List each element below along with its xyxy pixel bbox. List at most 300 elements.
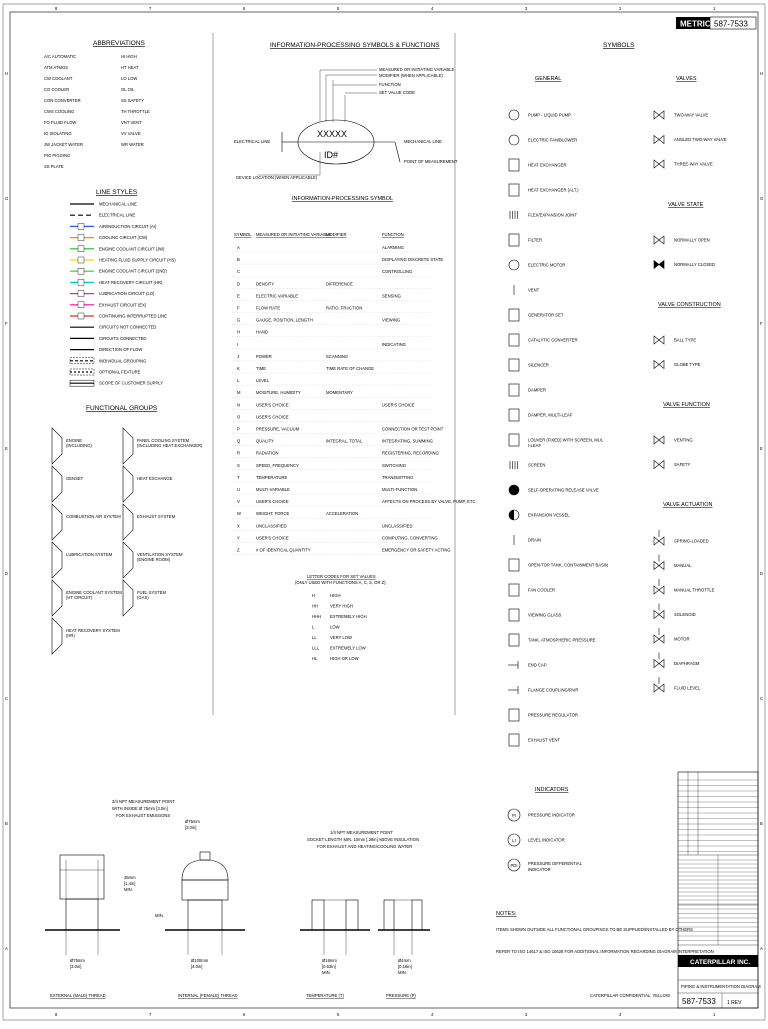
ips-table-cell: SCANNING [326,353,349,359]
indicator-code: PI [512,812,516,818]
indicator-code: LI [512,837,516,843]
line-styles-title: LINE STYLES [96,189,138,196]
line-style-label: EXHAUST CIRCUIT (EX) [99,302,147,308]
valve-label-act: MANUAL [674,563,692,568]
general-symbol-icon [509,584,519,596]
general-symbol-label: FLANGE COUPLING/PAIR [528,687,579,693]
ips-table-cell: MOISTURE, HUMIDITY [256,390,301,396]
valve-icon [654,586,664,594]
valve-icon [654,111,664,119]
symbol-box [509,609,519,621]
general-symbol-label: OPEN-TOP TANK, CONTAINMENT BASIN [528,562,609,568]
ips-table-cell: RADIATION [256,450,279,456]
ips-table-cell: USER'S CHOICE [382,402,415,408]
general-symbol-icon [509,409,519,421]
valve-bowtie [654,261,664,269]
abbreviation-left: CON CONVERTER [44,98,81,103]
letter-codes-subtitle: (ONLY USED WITH FUNCTIONS A, C, S, OR Z) [295,580,386,585]
ips-table-header: MODIFIER [326,232,347,237]
letter-code: L [312,624,315,630]
symbol-box [509,584,519,596]
ips-table-cell: QUALITY [256,438,274,444]
valve-label-construction: GLOBE TYPE [674,362,701,367]
fitting-dimension: [4.0in] [191,964,203,969]
abbreviation-right: VV VALVE [121,131,141,136]
outer-border [3,4,765,1020]
valve-bowtie [654,611,664,619]
valve-bowtie [654,136,664,144]
ips-table-cell: UNCLASSIFIED [382,523,413,529]
valve-icon [654,684,664,692]
column-label-bottom: 4 [431,1012,434,1017]
general-symbol-icon [509,309,519,321]
ips-table-cell: Q [237,438,241,444]
fitting-caption: PRESSURE (P) [386,993,416,998]
ips-table-cell: DISPLAYING DISCRETE STATE [382,257,444,263]
valve-bowtie [654,160,664,168]
letter-codes-table [312,593,367,661]
valve-label-type: THREE-WAY VALVE [674,161,713,167]
abbreviation-right: HT HEAT [121,65,139,70]
ips-table-title: INFORMATION-PROCESSING SYMBOL [292,196,394,202]
ips-table-cell: INTEGRATING, SUMMING [382,438,433,444]
ips-table-cell: WEIGHT, FORCE [256,511,290,517]
fitting-dimension: MIN. [155,913,164,918]
general-symbol-label-2: I-LEAF [528,443,542,448]
ips-table-cell: E [237,293,240,299]
letter-code-meaning: HIGH OR LOW [330,656,359,661]
fitting-dimension: [3.0in] [185,825,197,830]
symbol-half [509,510,514,520]
valve-label-function: VENTING [674,437,693,443]
ips-table-cell: M [237,390,241,396]
ips-table-cell: ALARMING [382,245,404,250]
sp-title-3: FOR EXHAUST AND HEATING/COOLING WATER [317,844,413,849]
ips-table-cell: RATIO, FRACTION [326,305,363,311]
general-symbol-label: GENERATOR SET [528,312,564,318]
row-label-right: A [760,946,763,951]
functional-group-sublabel: (HT CIRCUIT) [66,595,93,600]
ips-table-cell: USER'S CHOICE [256,414,289,420]
letter-code: HH [312,603,319,609]
line-style-tag [78,313,84,319]
general-symbol-label: FAN COOLER [528,587,555,593]
general-symbol-icon [509,359,519,371]
ips-table-cell: REGISTERING, RECORDING [382,450,439,456]
fitting-dimension: [3.0in] [70,964,82,969]
ips-callout-variable: MEASURED OR INITIATING VARIABLE [379,67,455,72]
drawing-number: 587-7533 [714,19,748,29]
functional-group-sublabel: (ENGINE ROOM) [137,557,171,562]
ips-table-cell: S [237,462,240,468]
ips-table-cell: FLOW RATE [256,305,281,311]
general-symbol-label: EXPANSION VESSEL [528,512,570,518]
column-label-top: 2 [619,6,622,11]
general-symbol-label: CATALYTIC CONVERTER [528,337,578,343]
general-symbol-icon [510,461,518,469]
row-label-left: H [5,71,9,76]
valve-icon [654,236,664,244]
ips-table-cell: T [237,474,240,480]
valve-bowtie [654,111,664,119]
ips-table-header: SYMBOL [234,232,252,237]
valve-icon [654,136,664,144]
ips-table-cell: C [237,269,241,275]
row-label-right: D [760,571,764,576]
fitting-dimension: [1.4in] [124,881,136,886]
ips-table-cell: B [237,257,240,263]
internal-thread-fitting [165,852,245,955]
fitting-dimension: Ø16mm [322,958,337,963]
abbreviation-left: CW COOLANT [44,76,73,81]
ips-table-cell: N [237,402,241,408]
general-symbol-icon [509,260,519,270]
valve-icon [654,461,664,469]
fitting-dimension: [0.16in] [398,964,412,969]
ips-table-cell: PRESSURE, VACUUM [256,426,300,432]
column-label-bottom: 5 [337,1012,340,1017]
general-symbol-label: PUMP - LIQUID PUMP [528,112,571,118]
valve-bowtie [654,562,664,570]
line-style-label: HEAT RECOVERY CIRCUIT (HR) [99,279,163,285]
ips-table-cell: K [237,366,240,371]
line-style-label: ENGINE COOLANT CIRCUIT (2ND) [99,268,167,274]
general-symbol-label: DRAIN [528,537,542,543]
abbreviation-right: VNT VENT [121,120,142,125]
general-symbol-label: SELF-OPERATING RELEASE VALVE [528,487,599,493]
confidential-label: CATERPILLAR CONFIDENTIAL: YELLOW [590,993,670,998]
letter-code: H [312,593,316,598]
symbol-box [509,384,519,396]
line-style-tag [78,302,84,308]
functional-group-label: LUBRICATION SYSTEM [66,552,113,557]
row-label-right: H [760,71,764,76]
symbol-box [509,159,519,171]
valve-label-construction: BALL TYPE [674,337,697,343]
valve-icon [654,660,664,668]
ips-table-cell: Y [237,535,240,541]
ips-table-cell: ACCELERATION [326,511,359,517]
letter-codes-title: LETTER CODES FOR SET VALUES [307,574,376,579]
general-symbol-icon [509,734,519,746]
functional-group-flag [123,580,133,616]
abbreviation-left: IG ISOLATING [44,131,72,136]
column-label-top: 7 [149,6,152,11]
functional-group-flag [123,504,133,540]
line-style-label: CONTINUING INTERRUPTED LINE [99,313,167,319]
ips-table-cell: SWITCHING [382,462,406,468]
note-2: REFER TO ISO 14617 & ISO 10628 FOR ADDITIONAL INFORMATION REGARDING DIAGRAM INTERPRETATION [496,949,714,954]
valve-bowtie [654,236,664,244]
general-symbol-icon [509,510,519,520]
functional-group-flag [123,466,133,502]
general-symbol-label: HEAT EXCHANGER [528,162,567,168]
valve-bowtie [654,461,664,469]
valve-icon [654,562,664,570]
functional-groups-list [52,428,203,654]
letter-code: LLL [312,645,319,651]
ips-table-cell: W [237,511,241,517]
ips-table-cell: G [237,317,241,323]
ips-table-cell: CONTROLLING [382,269,413,275]
indicator-label: LEVEL INDICATOR [528,837,565,843]
letter-code: LL [312,635,317,640]
ips-table-cell: O [237,414,241,420]
ips-bubble-code: XXXXX [317,129,348,139]
column-label-top: 8 [55,6,58,11]
symbol-fill [509,485,519,495]
functional-group-label: EXHAUST SYSTEM [137,514,176,519]
abbreviation-left: CO COOLER [44,87,70,92]
general-symbol-label: VENT [528,287,540,293]
fitting-dimension: [0.63in] [322,964,336,969]
line-style-label: ELECTRICAL LINE [99,212,136,218]
line-style-label: ENGINE COOLANT CIRCUIT (JW) [99,246,165,252]
general-symbol-icon [509,485,519,495]
ips-table-cell: # OF IDENTICAL QUANTITY [256,547,311,553]
abbreviation-left: ATM ATMOS [44,65,69,70]
column-label-top: 5 [337,6,340,11]
general-symbol-icon [509,384,519,396]
fitting-dimension: Ø75mm [185,819,200,824]
symbol-box [509,409,519,421]
ips-table-cell: GAUGE, POSITION, LENGTH [256,317,313,323]
notes-title: NOTES: [496,911,517,917]
functional-group-sublabel: (INCLUDING HEAT EXCHANGER) [137,443,203,448]
ips-table-cell: A [237,245,240,250]
functional-group-flag [52,580,62,616]
symbol-box [509,734,519,746]
general-symbol-label: PRESSURE REGULATOR [528,712,578,718]
revision: 1 REV [727,1000,742,1006]
row-label-left: E [5,446,8,451]
ips-callout-setvalue: SET VALUE CODE [379,90,415,95]
general-symbol-label: LOUVER (FIXED) WITH SCREEN, MUL [528,437,604,443]
abbreviation-left: FO FLUID FLOW [44,120,77,125]
general-symbol-icon [509,184,519,196]
ips-table-cell: COMPUTING, CONVERTING [382,535,438,541]
row-label-right: B [760,821,763,826]
abbreviation-right: TH THROTTLE [121,109,150,114]
ips-table-cell: I [237,341,239,347]
external-thread-fitting [45,855,120,955]
general-symbol-label: END CAP [528,662,547,668]
symbol-circle [509,110,519,120]
general-symbol-icon [509,135,519,145]
border-zone-labels [5,6,763,1017]
valve-icon [654,611,664,619]
line-style-tag [78,223,84,229]
row-label-right: F [760,321,763,326]
general-symbol-label: DAMPER, MULTI-LEAF [528,412,573,418]
column-label-top: 4 [431,6,434,11]
ips-table-header: MEASURED OR INITIATING VARIABLE [256,232,332,237]
line-style-label: DIRECTION OF FLOW [99,347,143,353]
ips-table-cell: P [237,426,240,432]
general-symbol-icon [509,234,519,246]
ips-mechanical-line-label: MECHANICAL LINE [404,139,442,144]
symbol-box [509,309,519,321]
ips-table-cell: SENSING [382,293,401,299]
general-symbols-list [508,110,608,746]
row-label-left: F [5,321,8,326]
ips-table-cell: TIME RATE OF CHANGE [326,366,375,371]
line-style-label: CIRCUITS NOT CONNECTED [99,324,157,330]
general-symbol-label: SCREEN [528,462,546,468]
symbol-circle [509,135,519,145]
valve-bowtie [654,537,664,545]
ips-table-cell: POWER [256,353,272,359]
general-symbol-icon [509,110,519,120]
valve-label-state: NORMALLY CLOSED [674,262,716,267]
indicator-label: PRESSURE DIFFERENTIAL [528,861,582,866]
indicator-label-2: INDICATOR [528,867,551,872]
abbreviations-list [44,54,150,169]
line-style-label: SCOPE OF CUSTOMER SUPPLY [99,380,164,386]
general-symbol-label: FILTER [528,237,543,243]
functional-group-sublabel: (HR) [66,633,75,638]
symbol-box [509,234,519,246]
fitting-caption: EXTERNAL (MALE) THREAD [50,993,106,998]
line-style-tag [78,268,84,274]
ips-table-cell: U [237,487,241,492]
functional-group-flag [52,618,62,654]
indicators-title: INDICATORS [535,787,569,793]
general-symbol-label: ELECTRIC FAN/BLOWER [528,137,578,143]
ips-table-cell: TRANSMITTING [382,474,414,480]
line-style-tag [78,279,84,285]
general-symbol-icon [509,334,519,346]
general-symbol-icon [509,559,519,571]
indicator-code: PDI [510,862,518,868]
ips-title: INFORMATION-PROCESSING SYMBOLS & FUNCTIONS [270,42,440,49]
functional-groups-title: FUNCTIONAL GROUPS [86,405,158,412]
valve-label-type: TWO-WAY VALVE [674,112,709,118]
ips-table-cell: MULTI-FUNCTION [382,487,418,492]
ips-table-cell: INDICATING [382,341,406,347]
row-label-right: E [760,446,763,451]
ips-table-cell: Z [237,547,240,553]
functional-group-flag [123,542,133,578]
valve-icon [654,160,664,168]
general-symbol-icon [509,634,519,646]
valve-label-act: SPRING-LOADED [674,538,709,544]
indicators-list [508,809,583,872]
ips-table-cell: J [237,353,240,359]
ips-table-cell: HAND [256,329,268,335]
general-symbol-label: FLEX/EXPANSION JOINT [528,212,578,218]
valve-bowtie [654,660,664,668]
mp-title-3: FOR EXHAUST EMISSIONS [116,813,171,818]
valve-label-type: ANGLED TWO-WAY VALVE [674,137,727,142]
ips-table-cell: SPEED, FREQUENCY [256,462,299,468]
general-symbol-icon [510,211,518,219]
ips-table-cell: X [237,523,240,529]
letter-code-meaning: VERY HIGH [330,603,353,609]
functional-group-flag [52,542,62,578]
valve-actuation-title: VALVE ACTUATION [663,502,713,508]
company-name: CATERPILLAR INC. [690,959,751,966]
symbols-title: SYMBOLS [603,42,635,49]
functional-group-label: GENSET [66,476,84,481]
valve-bowtie [654,436,664,444]
valve-bowtie [654,336,664,344]
valve-label-act: MANUAL THROTTLE [674,587,715,593]
symbol-box [509,634,519,646]
ips-table-cell: LEVEL [256,378,270,384]
general-symbol-label: ELECTRIC MOTOR [528,262,566,268]
fitting-dimension: MIN. [322,970,331,975]
valve-function-title: VALVE FUNCTION [663,402,710,408]
sp-title-2: SOCKET LENGTH MIN. 10mm [.39in] ABOVE INSULATION [307,837,420,842]
abbreviations-title: ABBREVIATIONS [93,40,145,47]
fitting-dimension: MIN. [124,887,133,892]
symbol-circle [509,260,519,270]
valve-state-title: VALVE STATE [668,202,704,208]
letter-code-meaning: EXTREMELY LOW [330,645,366,651]
ips-table-cell: TEMPERATURE [256,474,288,480]
line-style-tag [78,291,84,297]
ips-device-location: DEVICE LOCATION (WHEN APPLICABLE) [236,175,318,180]
ips-table-cell: USER'S CHOICE [256,499,289,505]
letter-code-meaning: VERY LOW [330,635,352,640]
abbreviation-left: PIG PIGGING [44,153,71,158]
general-symbol-label: HEAT EXCHANGER (ALT.) [528,187,579,193]
functional-group-flag [52,428,62,464]
pressure-fitting [378,900,430,955]
brand-text: METRIC [680,19,711,29]
column-label-bottom: 8 [55,1012,58,1017]
column-label-top: 1 [713,6,716,11]
abbreviation-right: HI HIGH [121,54,137,59]
general-title: GENERAL [535,76,562,82]
line-style-label: LUBRICATION CIRCUIT (LO) [99,291,155,297]
ips-table-cell: EMERGENCY OR SAFETY ACTING [382,547,451,553]
row-label-left: A [5,946,8,951]
column-label-bottom: 2 [619,1012,622,1017]
functional-group-flag [52,466,62,502]
row-label-left: G [5,196,9,201]
valve-label-act: DIAPHRAGM [674,661,700,666]
ips-table-cell: DENSITY [256,281,275,287]
line-style-label: OPTIONAL FEATURE [99,369,141,375]
valve-icon [654,635,664,643]
functional-group-label: VENTILATION SYSTEM [137,552,183,557]
functional-group-flag [123,428,133,464]
general-symbol-icon [509,609,519,621]
fitting-dimension: Ø4mm [398,958,411,963]
abbreviation-right: LO LOW [121,76,138,81]
column-label-bottom: 1 [713,1012,716,1017]
general-symbol-label: SILENCER [528,362,549,368]
letter-code: HHH [312,614,322,619]
note-1: ITEMS SHOWN OUTSIDE ALL FUNCTIONAL GROUPINGS TO BE SUPPLIED/INSTALLED BY OTHERS [496,927,693,932]
functional-group-sublabel: (INCLUDING) [66,443,92,448]
fitting-dimension: Ø100mm [191,958,209,963]
functional-group-sublabel: (GAS) [137,595,149,600]
row-label-left: D [5,571,9,576]
ips-table-cell: VIEWING [382,317,401,323]
ips-table-cell: USER'S CHOICE [256,535,289,541]
ips-electrical-line-label: ELECTRICAL LINE [234,139,271,144]
abbreviation-right: SS SAFETY [121,98,145,103]
valve-bowtie [654,361,664,369]
line-style-label: AIR/INDUCTION CIRCUIT (AI) [99,223,157,229]
symbol-box [509,559,519,571]
ips-table-cell: TIME [256,366,267,371]
ips-table-cell: INTEGRAL, TOTAL [326,438,363,444]
ips-table-header: FUNCTION [382,232,404,237]
